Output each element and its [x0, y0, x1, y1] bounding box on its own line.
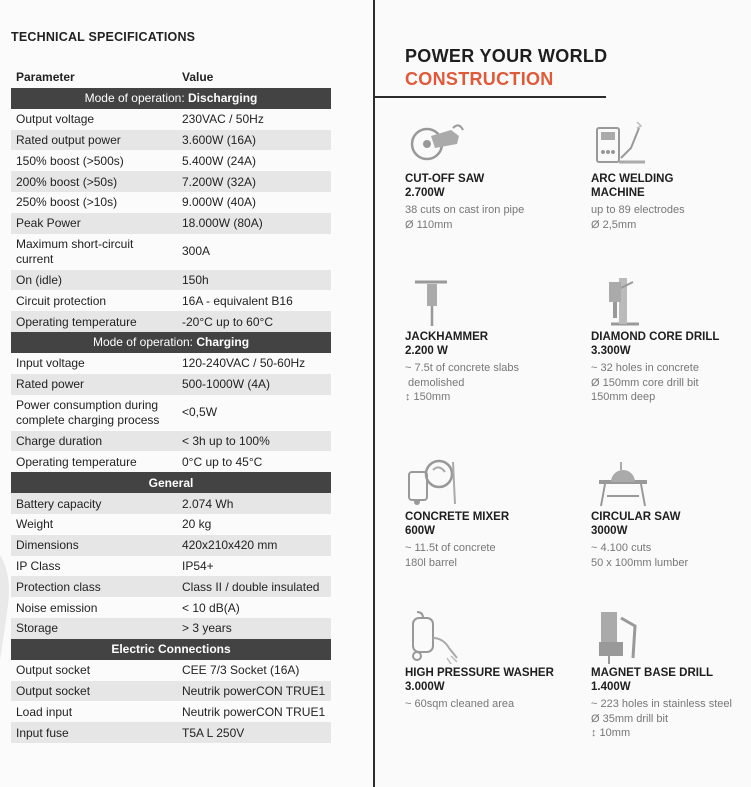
spec-header-row	[11, 67, 331, 88]
tool-card	[591, 114, 751, 232]
tool-name	[405, 666, 575, 694]
spec-param: Rated output power	[11, 130, 177, 151]
section-charging	[11, 332, 331, 353]
tool-name-line: CONCRETE MIXER	[405, 511, 510, 523]
spec-param: Operating temperature	[16, 454, 137, 469]
spec-param: Input fuse	[11, 722, 177, 743]
hero-underline	[375, 96, 606, 98]
spec-row	[11, 535, 331, 556]
tool-power: 1.400W	[591, 681, 631, 693]
spec-param: 150% boost (>500s)	[16, 153, 124, 168]
tool-desc-line: ~ 7.5t of concrete slabs	[405, 362, 520, 374]
spec-value: 230VAC / 50Hz	[182, 112, 264, 127]
spec-param: Input voltage	[16, 356, 85, 371]
spec-param: Rated power	[11, 374, 177, 395]
spec-row	[11, 597, 331, 618]
spec-param: Peak Power	[11, 213, 177, 234]
hero-line-1: POWER YOUR WORLD	[405, 46, 608, 66]
spec-row	[11, 451, 331, 472]
spec-row	[11, 150, 331, 171]
tool-card	[591, 608, 751, 741]
tool-name-line: MACHINE	[591, 187, 645, 199]
section-discharging	[11, 88, 331, 109]
spec-value: 20 kg	[182, 517, 212, 532]
tool-card	[405, 114, 575, 232]
tool-desc-line: 150mm deep	[591, 391, 656, 403]
tool-desc-line: Ø 35mm drill bit	[591, 712, 669, 725]
spec-value: 16A - equivalent B16	[182, 293, 293, 308]
tool-description	[405, 697, 575, 712]
spec-param: Power consumption during complete charging process	[16, 397, 160, 427]
tool-power: 2.700W	[405, 187, 445, 199]
tool-name-line: HIGH PRESSURE WASHER	[405, 667, 554, 679]
tool-card	[405, 608, 575, 712]
spec-param: Output socket	[11, 681, 177, 702]
spec-row	[11, 130, 331, 151]
decorative-shape	[0, 545, 16, 665]
spec-param: Noise emission	[16, 600, 98, 615]
tool-desc-line: Ø 150mm core drill bit	[591, 376, 699, 389]
tool-name-line: CUT-OFF SAW	[405, 173, 485, 185]
tool-desc-line: demolished	[405, 376, 465, 389]
spec-value: Class II / double insulated	[177, 576, 331, 597]
spec-row	[11, 192, 331, 213]
spec-param: Operating temperature	[11, 311, 177, 332]
section-electric	[11, 639, 331, 660]
tool-desc-line: ↕ 10mm	[591, 727, 631, 739]
group-electric	[11, 660, 331, 743]
spec-value: 2.074 Wh	[177, 493, 331, 514]
tool-desc-line: ~ 4.100 cuts	[591, 542, 652, 554]
tool-name	[591, 666, 751, 694]
tool-description	[405, 541, 575, 570]
jackhammer-icon	[405, 272, 465, 328]
tool-desc-line: ↕ 150mm	[405, 391, 451, 403]
tool-name	[591, 172, 751, 200]
spec-param: Output socket	[16, 663, 91, 678]
hero-line-2: CONSTRUCTION	[405, 69, 554, 89]
pressure-washer-icon	[405, 608, 465, 664]
spec-row	[11, 311, 331, 332]
group-general	[11, 493, 331, 639]
spec-row	[11, 660, 331, 681]
tool-desc-line: ~ 223 holes in stainless steel	[591, 698, 732, 710]
tool-name-line: ARC WELDING	[591, 173, 674, 185]
group-charging	[11, 353, 331, 472]
section-general	[11, 472, 331, 493]
magnet-drill-icon	[591, 608, 651, 664]
spec-value: 300A	[182, 244, 211, 259]
spec-value: 18.000W (80A)	[177, 213, 331, 234]
circular-saw-icon	[591, 452, 651, 508]
section-label-bold: General	[148, 475, 194, 490]
tool-name	[405, 330, 575, 358]
spec-row	[11, 431, 331, 452]
spec-panel	[0, 0, 373, 787]
core-drill-icon	[591, 272, 651, 328]
spec-value: <0,5W	[182, 405, 218, 420]
spec-value: 9.000W (40A)	[182, 195, 257, 210]
tool-desc-line: 180l barrel	[405, 556, 457, 569]
spec-row	[11, 493, 331, 514]
spec-param: Storage	[11, 618, 177, 639]
spec-param: 250% boost (>10s)	[16, 195, 118, 210]
spec-value: 7.200W (32A)	[177, 171, 331, 192]
spec-row	[11, 353, 331, 374]
tool-power: 2.200 W	[405, 345, 448, 357]
spec-param: Circuit protection	[16, 293, 107, 308]
spec-row	[11, 213, 331, 234]
spec-value: 150h	[177, 270, 331, 291]
spec-value: -20°C up to 60°C	[177, 311, 331, 332]
value-header: Value	[182, 70, 214, 85]
spec-param: IP Class	[16, 558, 61, 573]
tool-name-line: CIRCULAR SAW	[591, 511, 681, 523]
spec-row	[11, 234, 331, 270]
spec-row	[11, 270, 331, 291]
section-label-bold: Charging	[196, 335, 250, 350]
spec-value: 5.400W (24A)	[182, 153, 257, 168]
spec-value: IP54+	[182, 558, 214, 573]
tool-description	[591, 203, 751, 232]
spec-value: 120-240VAC / 50-60Hz	[182, 356, 306, 371]
tool-card	[405, 452, 575, 570]
tool-power: 3000W	[591, 525, 628, 537]
tool-description	[591, 361, 751, 405]
spec-value: 500-1000W (4A)	[177, 374, 331, 395]
spec-row	[11, 395, 331, 431]
spec-table	[11, 67, 331, 743]
tool-name-line: JACKHAMMER	[405, 331, 489, 343]
tool-description	[591, 541, 751, 570]
section-label: Mode of operation:	[84, 91, 189, 106]
spec-row	[11, 374, 331, 395]
section-label-bold: Electric Connections	[111, 642, 231, 657]
tool-desc-line: Ø 2,5mm	[591, 218, 637, 231]
tool-name	[591, 330, 751, 358]
param-header: Parameter	[16, 70, 75, 85]
tool-desc-line: ~ 11.5t of concrete	[405, 542, 496, 554]
spec-value: 420x210x420 mm	[177, 535, 331, 556]
spec-value: Neutrik powerCON TRUE1	[177, 681, 331, 702]
tool-card	[405, 272, 575, 405]
tool-card	[591, 272, 751, 405]
tool-power: 600W	[405, 525, 436, 537]
tool-power: 3.300W	[591, 345, 631, 357]
spec-row	[11, 514, 331, 535]
spec-param: Charge duration	[11, 431, 177, 452]
tool-name-line: DIAMOND CORE DRILL	[591, 331, 720, 343]
tool-name-line: MAGNET BASE DRILL	[591, 667, 714, 679]
tool-description	[405, 361, 575, 405]
spec-row	[11, 618, 331, 639]
tool-card	[591, 452, 751, 570]
tool-desc-line: up to 89 electrodes	[591, 204, 685, 216]
tool-desc-line: ~ 60sqm cleaned area	[405, 698, 515, 710]
spec-row	[11, 701, 331, 722]
spec-param: Load input	[16, 704, 73, 719]
spec-param: Protection class	[11, 576, 177, 597]
group-discharging	[11, 109, 331, 332]
spec-param: Output voltage	[16, 112, 95, 127]
spec-value: 0°C up to 45°C	[182, 454, 263, 469]
spec-value: T5A L 250V	[177, 722, 331, 743]
tool-desc-line: Ø 110mm	[405, 218, 453, 231]
tool-name	[405, 172, 575, 200]
spec-param: Battery capacity	[11, 493, 177, 514]
spec-param: 200% boost (>50s)	[11, 171, 177, 192]
spec-value: < 10 dB(A)	[182, 600, 240, 615]
tool-name	[591, 510, 751, 538]
spec-row	[11, 681, 331, 702]
spec-row	[11, 171, 331, 192]
spec-row	[11, 290, 331, 311]
spec-row	[11, 576, 331, 597]
tool-description	[405, 203, 575, 232]
spec-row	[11, 722, 331, 743]
spec-param: Weight	[16, 517, 54, 532]
section-label: Mode of operation:	[92, 335, 197, 350]
spec-title: TECHNICAL SPECIFICATIONS	[11, 30, 196, 44]
spec-value: CEE 7/3 Socket (16A)	[182, 663, 300, 678]
tool-power: 3.000W	[405, 681, 445, 693]
cut-off-saw-icon	[405, 114, 465, 170]
spec-value: < 3h up to 100%	[177, 431, 331, 452]
spec-value: Neutrik powerCON TRUE1	[182, 704, 326, 719]
tool-name	[405, 510, 575, 538]
tool-desc-line: 50 x 100mm lumber	[591, 556, 689, 569]
hero-heading	[405, 46, 607, 90]
arc-welding-icon	[591, 114, 651, 170]
spec-value: > 3 years	[177, 618, 331, 639]
tool-desc-line: 38 cuts on cast iron pipe	[405, 204, 525, 216]
section-label-bold: Discharging	[188, 91, 258, 106]
spec-value: 3.600W (16A)	[177, 130, 331, 151]
tool-desc-line: ~ 32 holes in concrete	[591, 362, 699, 374]
spec-param: Maximum short-circuit current	[16, 236, 134, 266]
concrete-mixer-icon	[405, 452, 465, 508]
spec-row	[11, 109, 331, 130]
spec-param: Dimensions	[11, 535, 177, 556]
tool-description	[591, 697, 751, 741]
spec-row	[11, 556, 331, 577]
spec-param: On (idle)	[11, 270, 177, 291]
